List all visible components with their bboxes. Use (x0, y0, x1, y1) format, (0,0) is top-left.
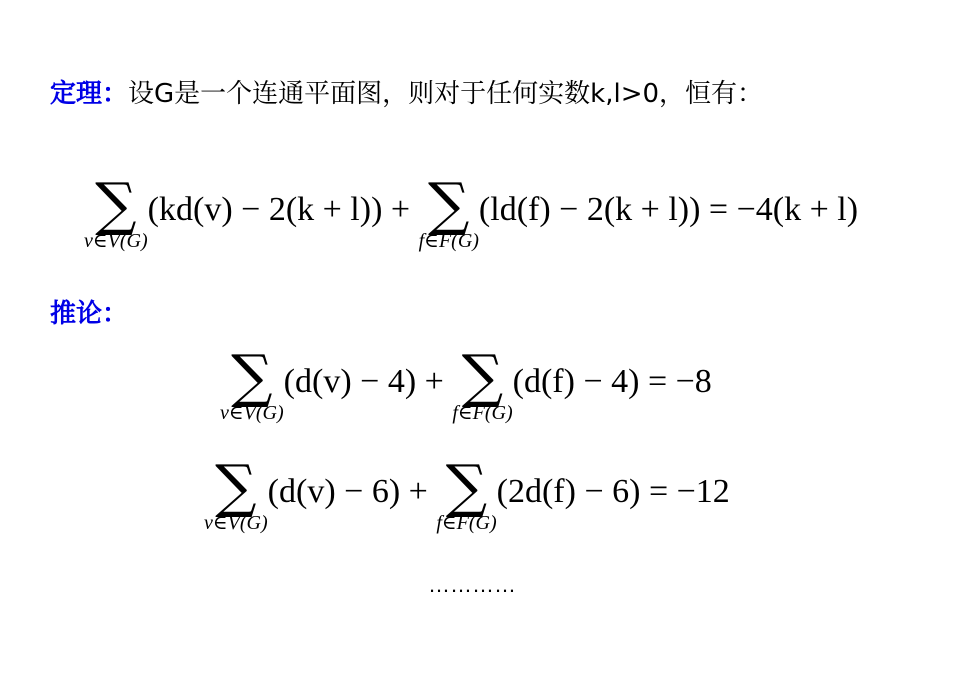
corollary-equation-2 (204, 452, 730, 534)
vertex-sum (220, 342, 284, 424)
theorem-keyword: 定理： (50, 79, 129, 109)
corollary-keyword: 推论： (50, 299, 129, 329)
sum-body: (d(v) − 4) + (283, 363, 444, 400)
sum-body: (d(v) − 6) + (267, 473, 428, 510)
sum-subscript: f∈F(G) (436, 512, 497, 534)
corollary-equation-1 (220, 342, 712, 424)
face-sum (436, 452, 497, 534)
theorem-equation (84, 170, 859, 252)
vertex-sum (204, 452, 268, 534)
sum-subscript: v∈V(G) (220, 402, 284, 424)
sigma-symbol: ∑ (231, 342, 273, 410)
sum-body: (2d(f) − 6) = −12 (496, 473, 730, 510)
sum-subscript: f∈F(G) (452, 402, 513, 424)
sigma-symbol: ∑ (95, 170, 137, 238)
theorem-statement: 设G是一个连通平面图，则对于任何实数k,l>0，恒有： (128, 79, 764, 109)
face-sum (452, 342, 513, 424)
sum-body: (kd(v) − 2(k + l)) + (147, 191, 411, 228)
sigma-symbol: ∑ (445, 452, 488, 520)
sum-subscript: f∈F(G) (418, 230, 479, 252)
theorem-line (50, 76, 763, 112)
corollary-line (50, 296, 128, 332)
sigma-symbol: ∑ (428, 170, 470, 238)
sigma-symbol: ∑ (215, 452, 257, 520)
ellipsis: ………… (428, 572, 516, 597)
sum-subscript: v∈V(G) (204, 512, 268, 534)
face-sum (418, 170, 479, 252)
sum-body: (ld(f) − 2(k + l)) = −4(k + l) (478, 191, 859, 228)
sum-body: (d(f) − 4) = −8 (512, 363, 712, 400)
sigma-symbol: ∑ (461, 342, 504, 410)
vertex-sum (84, 170, 148, 252)
sum-subscript: v∈V(G) (84, 230, 148, 252)
